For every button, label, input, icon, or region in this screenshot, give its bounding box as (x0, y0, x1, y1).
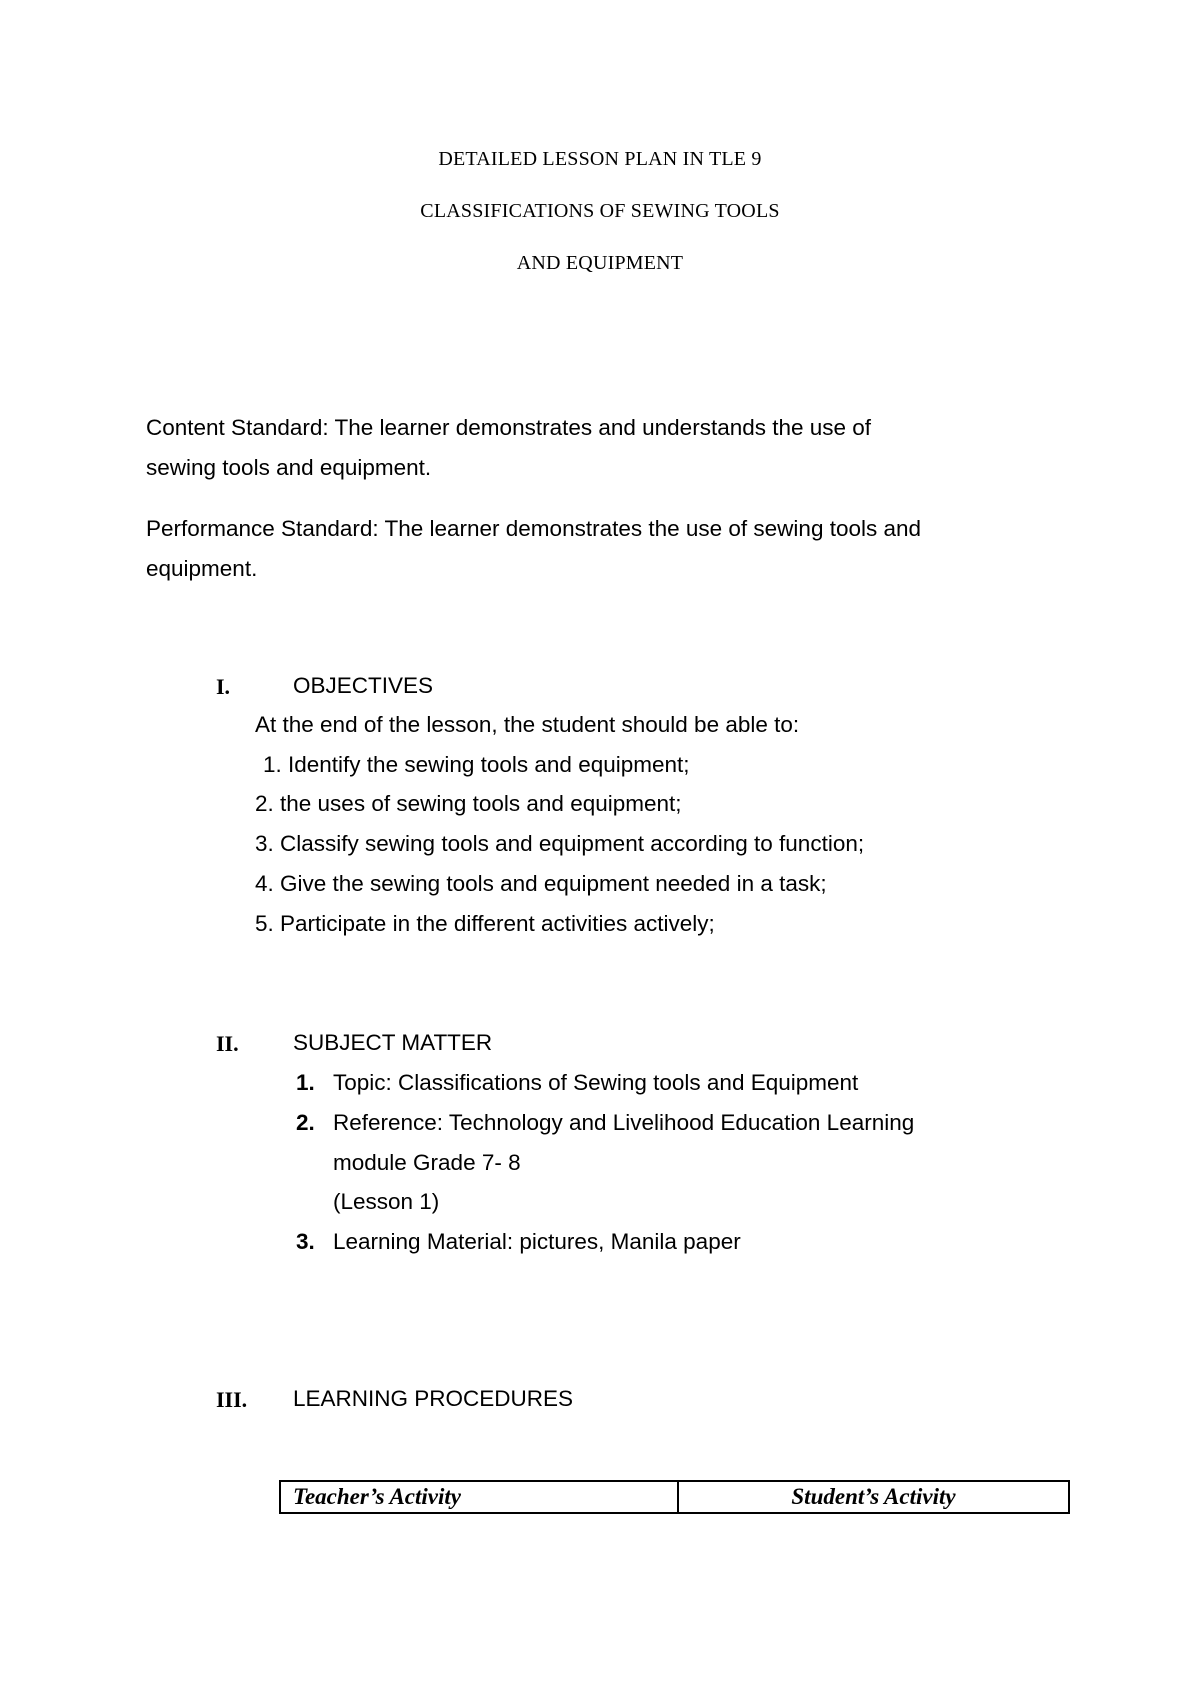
subject-item-materials: Learning Material: pictures, Manila paper (333, 1229, 741, 1254)
subject-item-reference-line: (Lesson 1) (333, 1189, 440, 1214)
objective-item: 1. Identify the sewing tools and equipment; (263, 752, 690, 777)
subject-item-number: 1. (296, 1070, 315, 1095)
section-number-procedures: III. (216, 1387, 248, 1412)
objective-item: 4. Give the sewing tools and equipment needed in a task; (255, 871, 827, 896)
objectives-intro: At the end of the lesson, the student should be able to: (255, 712, 800, 737)
teacher-activity-header: Teacher’s Activity (281, 1482, 679, 1512)
section-number-objectives: I. (216, 674, 231, 699)
subject-item-number: 2. (296, 1110, 315, 1135)
section-title-objectives: OBJECTIVES (293, 673, 434, 698)
subject-item-reference: Reference: Technology and Livelihood Education Learning (333, 1110, 915, 1135)
activity-table-header (279, 1480, 1070, 1514)
subject-item-topic: Topic: Classifications of Sewing tools and Equipment (333, 1070, 859, 1095)
lesson-topic-title-continued: AND EQUIPMENT (516, 252, 684, 274)
lesson-plan-title: DETAILED LESSON PLAN IN TLE 9 (438, 148, 762, 170)
lesson-topic-title: CLASSIFICATIONS OF SEWING TOOLS (420, 200, 780, 222)
objective-item: 3. Classify sewing tools and equipment according to function; (255, 831, 865, 856)
content-standard-line: Content Standard: The learner demonstrates and understands the use of (146, 415, 872, 440)
section-number-subject-matter: II. (216, 1031, 239, 1056)
section-title-subject-matter: SUBJECT MATTER (293, 1030, 493, 1055)
performance-standard-line: Performance Standard: The learner demonstrates the use of sewing tools and (146, 516, 922, 541)
content-standard-line: sewing tools and equipment. (146, 455, 432, 480)
subject-item-number: 3. (296, 1229, 315, 1254)
objective-item: 5. Participate in the different activities actively; (255, 911, 715, 936)
performance-standard (146, 509, 1066, 589)
objective-item: 2. the uses of sewing tools and equipment; (255, 791, 682, 816)
subject-item-reference-line: module Grade 7- 8 (333, 1150, 521, 1175)
student-activity-header: Student’s Activity (791, 1484, 956, 1509)
section-title-procedures: LEARNING PROCEDURES (293, 1386, 574, 1411)
content-standard (146, 408, 1066, 488)
performance-standard-line: equipment. (146, 556, 258, 581)
